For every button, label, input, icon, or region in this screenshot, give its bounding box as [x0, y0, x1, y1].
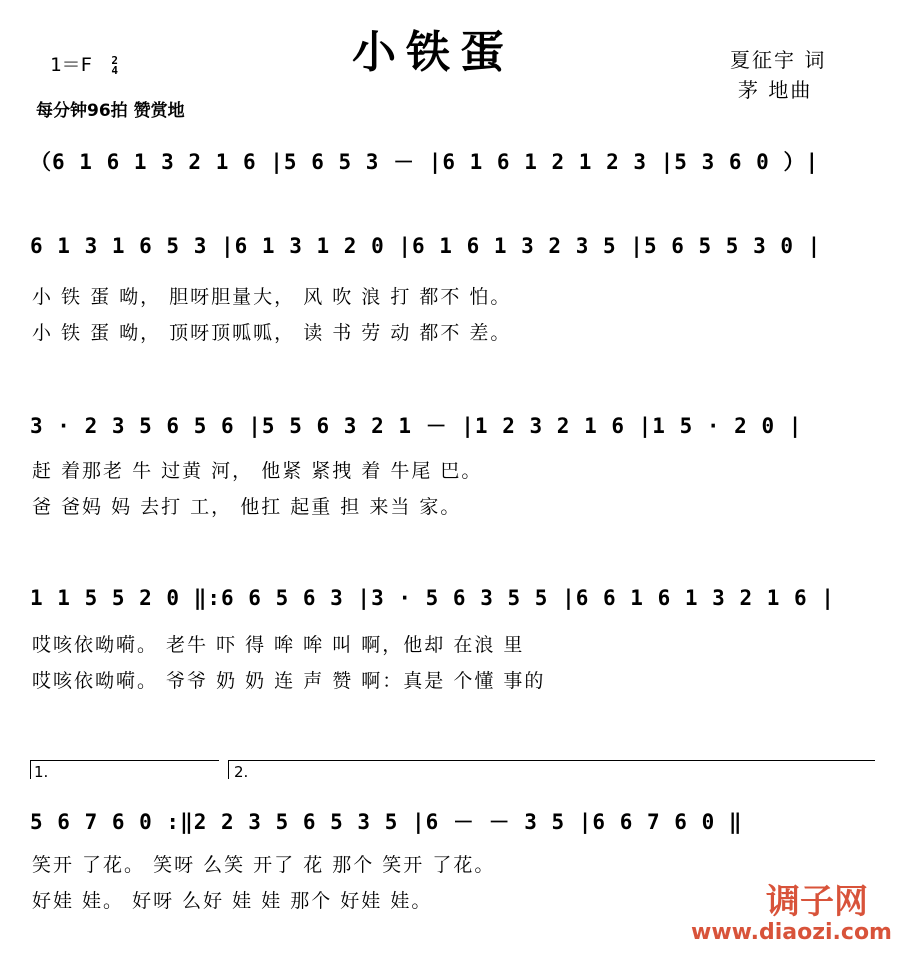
volta-bracket-second: [228, 760, 875, 779]
composer-credit: 茅 地曲: [738, 78, 813, 102]
volta-label-second: 2.: [234, 763, 249, 781]
watermark-site-url: www.diaozi.com: [691, 920, 892, 945]
meter-bottom: 4: [111, 63, 118, 77]
lyrics-row-3-verse-2: 哎咳依呦嗬。 爷爷 奶 奶 连 声 赞 啊：真是 个懂 事的: [32, 670, 546, 692]
lyrics-row-4-verse-2: 好娃 娃。 好呀 么好 娃 娃 那个 好娃 娃。: [32, 890, 433, 912]
notation-row-intro: （6 1 6 1 3 2 1 6 |5 6 5 3 － |6 1 6 1 2 1 2 3 |5 3 6 0 ）|: [30, 150, 820, 174]
lyrics-row-1-verse-2: 小 铁 蛋 呦， 顶呀顶呱呱， 读 书 劳 动 都不 差。: [32, 322, 512, 344]
tempo-marking: 每分钟96拍 赞赏地: [36, 101, 185, 121]
volta-label-first: 1.: [34, 763, 49, 781]
meter-top: 2: [111, 53, 118, 67]
notation-row-1: 6 1 3 1 6 5 3 |6 1 3 1 2 0 |6 1 6 1 3 2 3 5 |5 6 5 5 3 0 |: [30, 234, 822, 258]
lyricist-credit: 夏征宇 词: [730, 48, 827, 72]
key-signature: [50, 50, 118, 77]
volta-bracket-first: [30, 760, 219, 779]
key-label: 1＝F: [50, 54, 92, 76]
watermark-site-name: 调子网: [766, 882, 868, 922]
notation-row-2: 3 · 2 3 5 6 5 6 |5 5 6 3 2 1 － |1 2 3 2 1 6 |1 5 · 2 0 |: [30, 414, 803, 438]
time-signature: [111, 53, 118, 77]
lyrics-row-3-verse-1: 哎咳依呦嗬。 老牛 吓 得 哞 哞 叫 啊，他却 在浪 里: [32, 634, 525, 656]
song-title: 小铁蛋: [352, 27, 514, 78]
notation-row-3: 1 1 5 5 2 0 ‖:6 6 5 6 3 |3 · 5 6 3 5 5 |6 6 1 6 1 3 2 1 6 |: [30, 586, 835, 610]
lyrics-row-4-verse-1: 笑开 了花。 笑呀 么笑 开了 花 那个 笑开 了花。: [32, 854, 496, 876]
lyrics-row-2-verse-2: 爸 爸妈 妈 去打 工， 他扛 起重 担 来当 家。: [32, 496, 462, 518]
lyrics-row-2-verse-1: 赶 着那老 牛 过黄 河， 他紧 紧拽 着 牛尾 巴。: [32, 460, 483, 482]
notation-row-4: 5 6 7 6 0 :‖2 2 3 5 6 5 3 5 |6 － － 3 5 |6 6 7 6 0 ‖: [30, 810, 743, 834]
lyrics-row-1-verse-1: 小 铁 蛋 呦， 胆呀胆量大， 风 吹 浪 打 都不 怕。: [32, 286, 512, 308]
